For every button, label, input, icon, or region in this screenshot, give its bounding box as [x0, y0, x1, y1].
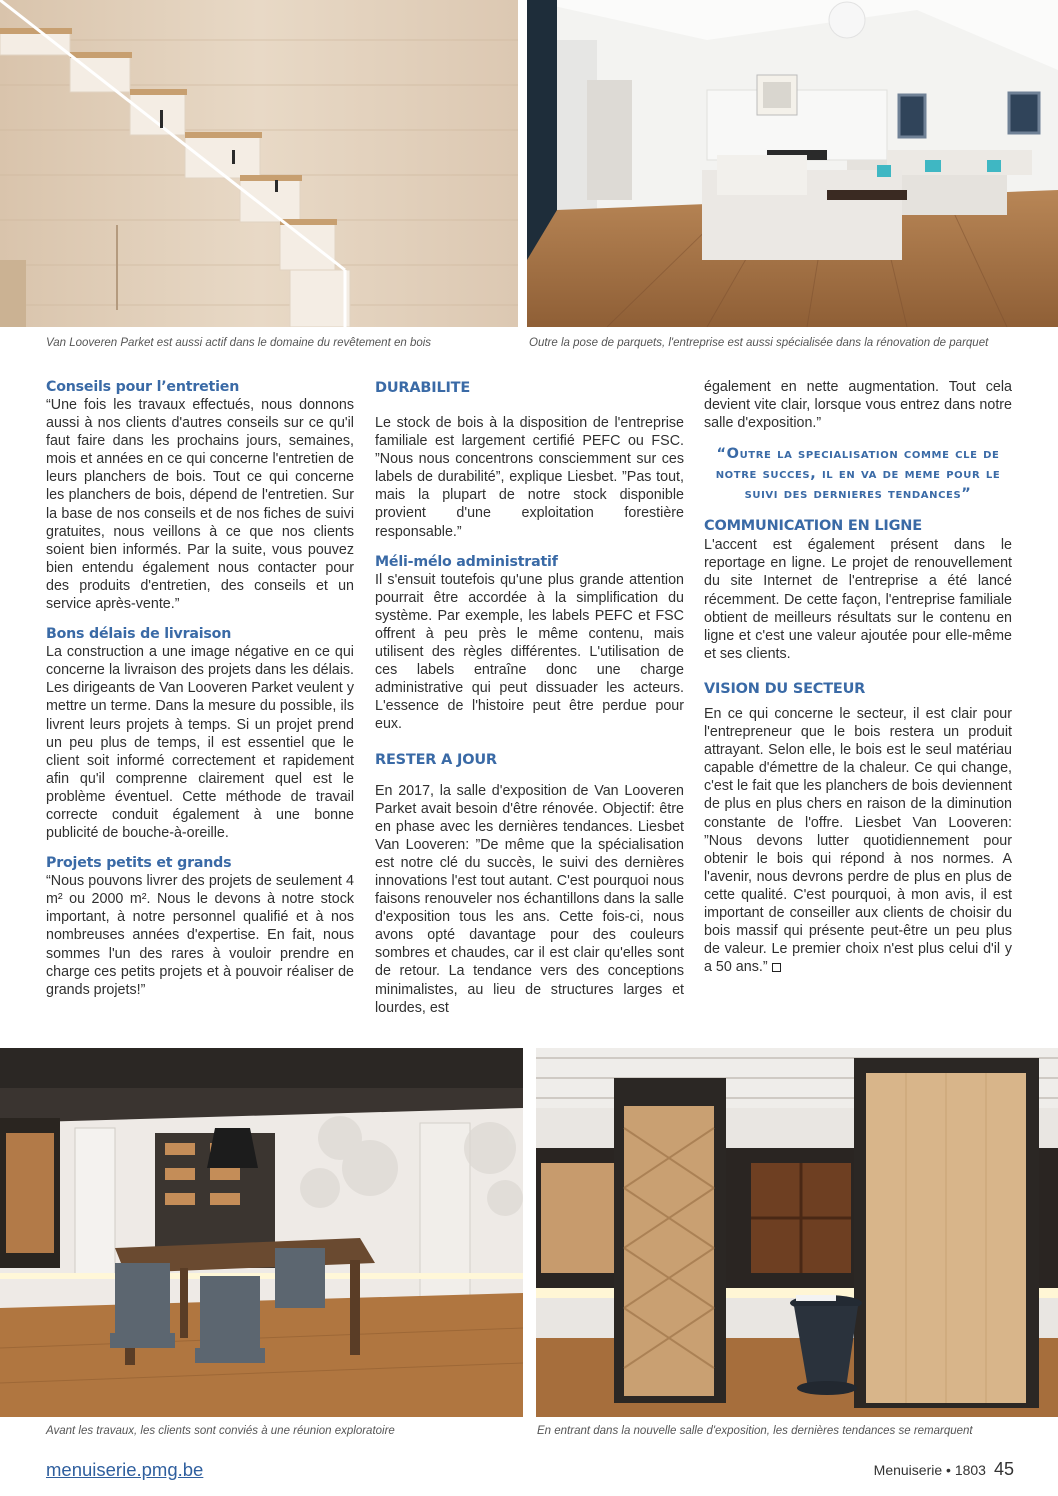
paragraph-communication: L'accent est également présent dans le reportage en ligne. Le projet de renouvellement du site Internet de l'entreprise a été lancé récemment. De cette façon, l'entreprise familiale obtient de meilleurs résultats sur le contenu en ligne et c'est une valeur ajoutée pour elle-même et ses clients. — [704, 537, 1012, 662]
column-2 — [375, 378, 684, 1017]
paragraph-meli-melo: Il s'ensuit toutefois qu'une plus grande attention pourrait être accordée à la simplification du système. Par exemple, les labels PEFC et FSC offrent à peu près le même contenu, mais utilisent des règles différentes. L'utilisation de ces labels entraîne donc une charge administrative qui peut dissuader les acteurs. L'essence de l'histoire peut être perdue pour eux. — [375, 571, 684, 733]
pull-quote: “Outre la specialisation comme cle de notre succes, il en va de meme pour le suivi des dernieres tendances” — [715, 446, 1001, 503]
caption-bottom-left: Avant les travaux, les clients sont conviés à une réunion exploratoire — [46, 1425, 395, 1437]
paragraph-durabilite: Le stock de bois à la disposition de l'entreprise familiale est largement certifié PEFC ou FSC. ”Nous nous concentrons consciemment sur ces labels de durabilité”, explique Liesbet. ”Pas tout, mais la plupart de notre stock disponible provient d'une exploitation forestière responsable.” — [375, 415, 684, 540]
heading-delais: Bons délais de livraison — [46, 626, 232, 643]
caption-top-left: Van Looveren Parket est aussi actif dans le domaine du revêtement en bois — [46, 337, 432, 349]
caption-bottom-right: En entrant dans la nouvelle salle d'exposition, les dernières tendances se remarquent — [537, 1425, 973, 1437]
photo-showroom — [536, 1048, 1058, 1417]
paragraph-delais: La construction a une image négative en ce qui concerne la livraison des projets dans les délais. Les dirigeants de Van Looveren Parket veulent y mettre un terme. Dans la mesure du possible, ils livrent leurs projets à temps. Si un projet prend un peu plus de temps, il est essentiel que le client soit informé correctement et rapidement afin qu'il comprenne clairement quel est le problème éventuel. Cette méthode de travail correcte conduit également à une bonne publicité de bouche-à-oreille. — [46, 644, 354, 842]
column-3 — [704, 378, 1012, 976]
paragraph-rester-a-jour: En 2017, la salle d'exposition de Van Looveren Parket avait besoin d'être rénovée. Objectif: être en phase avec les dernières tendances. Liesbet Van Looveren: ”De même que la spécialisation est notre clé du succès, le suivi des dernières innovations l'est tout autant. C'est pourquoi nous faisons renouveler nos échantillons dans la salle d'exposition tous les ans. Cette fois-ci, nous avons opté davantage pour des couleurs sombres et chaudes, car il est clair qu'elles sont de retour. La tendance vers des conceptions minimalistes, au lieu de structures larges et lourdes, est — [375, 782, 684, 1016]
heading-projets: Projets petits et grands — [46, 855, 232, 872]
caption-top-right: Outre la pose de parquets, l'entreprise est aussi spécialisée dans la rénovation de parquet — [529, 337, 989, 349]
heading-vision: VISION DU SECTEUR — [704, 680, 866, 697]
photo-meeting-room — [0, 1048, 523, 1417]
website-link[interactable]: menuiserie.pmg.be — [46, 1459, 204, 1480]
photo-staircase — [0, 0, 518, 327]
photo-living-room — [527, 0, 1058, 327]
heading-communication: COMMUNICATION EN LIGNE — [704, 518, 922, 535]
magazine-issue: Menuiserie • 1803 — [873, 1462, 986, 1478]
heading-durabilite: DURABILITE — [375, 380, 471, 396]
paragraph-conseils: “Une fois les travaux effectués, nous donnons aussi à nos clients d'autres conseils sur ce qu'il faut faire dans les prochains jours, semaines, mois et années en ce qui concerne l'entretien de leurs planchers de bois. Tout ce qui concerne les planchers de bois, dépend de l'entretien. Sur la base de nos conseils et de nos fiches de suivi gratuites, nous veillons à ce que nos clients soient bien informés. Par la suite, vous pouvez bien entendu également nous contacter pour des produits d'entretien, des conseils et un service après-vente.” — [46, 397, 354, 613]
heading-rester-a-jour: RESTER A JOUR — [375, 751, 497, 768]
page-number: 45 — [993, 1459, 1014, 1479]
paragraph-projets: “Nous pouvons livrer des projets de seulement 4 m² ou 2000 m². Nous le devons à notre stock important, à notre personnel qualifié et à nos nombreuses années d'expertise. En fait, nous sommes l'un des rares à vouloir prendre en charge ces petits projets et à pouvoir réaliser de grands projets!” — [46, 873, 354, 998]
page-footer — [874, 1459, 1014, 1480]
paragraph-continued: également en nette augmentation. Tout cela devient vite clair, lorsque vous entrez dans notre salle d'exposition.” — [704, 379, 1012, 432]
paragraph-vision: En ce qui concerne le secteur, il est clair pour l'entrepreneur que le bois restera un produit attrayant. Selon elle, le bois est le seul matériau capable d'émettre de la chaleur. Ce qui change, c'est le fait que les planchers de bois deviennent de plus en plus chers en raison de la diminution constante de l'offre. Liesbet Van Looveren: ”Nous devons lutter quotidiennement pour obtenir le bois qui répond à nos normes. A l'avenir, nous devrons perdre de plus en plus de cette qualité. C'est pourquoi, à mon avis, il est important de conseiller aux clients de choisir du bois massif qui présente peut-être un peu plus de valeur. Le premier choix n'est plus celui d'il y a 50 ans.” — [704, 705, 1012, 976]
paragraph-vision-wrap — [704, 705, 1012, 976]
end-mark-icon — [772, 963, 781, 972]
heading-meli-melo: Méli-mélo administratif — [375, 553, 558, 570]
heading-conseils: Conseils pour l’entretien — [46, 379, 240, 395]
column-1 — [46, 378, 354, 999]
